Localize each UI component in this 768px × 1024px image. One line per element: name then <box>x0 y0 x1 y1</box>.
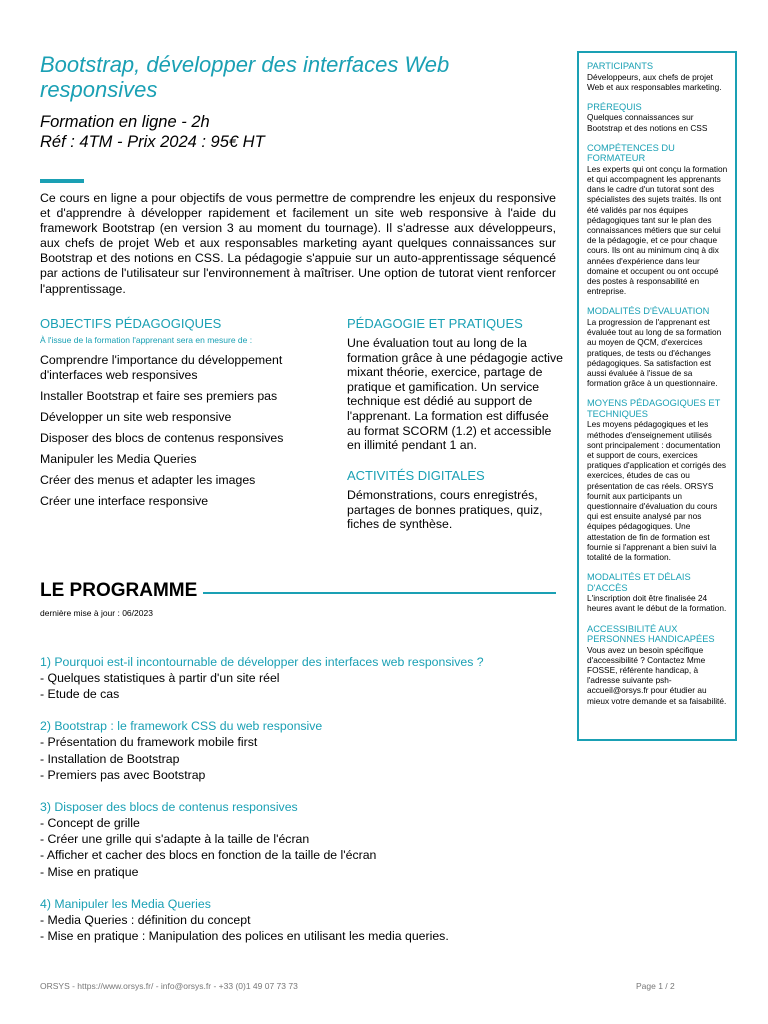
sidebar-text: Vous avez un besoin spécifique d'accessibilité ? Contactez Mme FOSSE, référente handicap, à l'adresse suivante psh-accueil@orsys.fr pour étudier au mieux votre demande et sa faisabilité. <box>587 644 727 706</box>
course-title: Bootstrap, développer des interfaces Web responsives <box>40 52 450 102</box>
module-item: - Concept de grille <box>40 816 140 831</box>
sidebar-heading: PARTICIPANTS <box>587 61 654 71</box>
sidebar-prerequis <box>587 102 729 133</box>
sidebar-text: Les experts qui ont conçu la formation et qui accompagnent les apprenants dans le cadre d'un tutorat sont des spécialistes des sujets traités. Ils ont été validés par nos équipes pédagogiques tant sur le plan des connaissances métiers que sur celui de la pédagogie, et ce pour chaque cours. Ils ont au minimum cinq à dix années d'expérience dans leur domaine et occupent ou ont occupé des postes à responsabilité en entreprise. <box>587 163 728 297</box>
programme-title: LE PROGRAMME <box>40 580 198 601</box>
module-title: 4) Manipuler les Media Queries <box>40 896 211 911</box>
module-item: - Media Queries : définition du concept <box>40 912 251 927</box>
pedagogie-section <box>347 316 565 453</box>
objectif-item: Comprendre l'importance du développement d'interfaces web responsives <box>40 353 283 382</box>
module-3 <box>40 799 560 880</box>
intro-paragraph: Ce cours en ligne a pour objectifs de vous permettre de comprendre les enjeux du responsive et d'apprendre à développer rapidement et facilement un site web responsive à l'aide du framework Bootstrap (en version 3 au moment du tournage). Il s'adresse aux développeurs, aux chefs de projet Web et aux responsables marketing ayant quelques connaissances sur Bootstrap et des notions en CSS. La pédagogie s'appuie sur un auto-apprentissage séquencé par actions de l'utilisateur sur l'environnement à maîtriser. Une option de tutorat vient renforcer l'apprentissage. <box>40 191 556 296</box>
module-item: - Présentation du framework mobile first <box>40 735 258 750</box>
sidebar-heading: ACCESSIBILITÉ AUX PERSONNES HANDICAPÉES <box>587 623 715 645</box>
module-title: 1) Pourquoi est-il incontournable de développer des interfaces web responsives ? <box>40 655 484 669</box>
reference-price: Réf : 4TM - Prix 2024 : 95€ HT <box>40 133 265 151</box>
sidebar-evaluation <box>587 306 729 388</box>
module-2 <box>40 718 560 783</box>
activites-text: Démonstrations, cours enregistrés, partages de bonnes pratiques, quiz, fiches de synthèse. <box>347 488 543 532</box>
format-duration: Formation en ligne - 2h <box>40 113 210 131</box>
module-item: - Afficher et cacher des blocs en fonction de la taille de l'écran <box>40 848 377 863</box>
objectif-item: Créer des menus et adapter les images <box>40 473 256 487</box>
activites-section <box>347 468 565 532</box>
sidebar-competences <box>587 143 729 297</box>
sidebar-heading: MODALITÉS D'ÉVALUATION <box>587 306 710 317</box>
sidebar-text: Développeurs, aux chefs de projet Web et aux responsables marketing. <box>587 71 722 92</box>
accent-bar <box>40 179 84 183</box>
objectifs-section <box>40 316 330 515</box>
module-item: - Installation de Bootstrap <box>40 751 180 766</box>
objectif-item: Disposer des blocs de contenus responsives <box>40 431 284 445</box>
pedagogie-text: Une évaluation tout au long de la formation grâce à une pédagogie active mixant théorie, exercice, partage de pratique et gamification. Un service technique est dédié au support de l'apprenant. La formation est diffusée au format SCORM (1.2) et accessible en illimité pendant 1 an. <box>347 336 564 453</box>
pedagogie-title: PÉDAGOGIE ET PRATIQUES <box>347 316 523 331</box>
sidebar-heading: COMPÉTENCES DU FORMATEUR <box>587 142 675 164</box>
module-item: - Etude de cas <box>40 687 120 702</box>
page-number: Page 1 / 2 <box>636 981 675 991</box>
sidebar-participants <box>587 61 729 92</box>
module-item: - Mise en pratique : Manipulation des polices en utilisant les media queries. <box>40 929 449 944</box>
sidebar-heading: MODALITÉS ET DÉLAIS D'ACCÈS <box>587 572 691 593</box>
sidebar-text: L'inscription doit être finalisée 24 heures avant le début de la formation. <box>587 593 727 614</box>
module-item: - Quelques statistiques à partir d'un site réel <box>40 671 280 685</box>
module-item: - Mise en pratique <box>40 864 139 879</box>
module-title: 3) Disposer des blocs de contenus responsives <box>40 800 298 815</box>
objectif-item: Développer un site web responsive <box>40 410 232 424</box>
info-sidebar <box>577 51 737 741</box>
sidebar-heading: MOYENS PÉDAGOGIQUES ET TECHNIQUES <box>587 398 721 419</box>
sidebar-accessibilite <box>587 624 729 706</box>
objectif-item: Manipuler les Media Queries <box>40 452 197 466</box>
course-subtitle <box>40 112 265 152</box>
sidebar-text: Quelques connaissances sur Bootstrap et des notions en CSS <box>587 112 708 133</box>
sidebar-moyens <box>587 398 729 562</box>
module-item: - Premiers pas avec Bootstrap <box>40 767 206 782</box>
objectifs-title: OBJECTIFS PÉDAGOGIQUES <box>40 316 222 331</box>
programme-divider <box>203 592 556 594</box>
last-update: dernière mise à jour : 06/2023 <box>40 608 153 618</box>
activites-title: ACTIVITÉS DIGITALES <box>347 468 485 483</box>
sidebar-heading: PRÉREQUIS <box>587 101 642 112</box>
objectifs-note: À l'issue de la formation l'apprenant sera en mesure de : <box>40 335 253 345</box>
sidebar-acces <box>587 572 729 613</box>
objectif-item: Installer Bootstrap et faire ses premiers pas <box>40 389 278 403</box>
module-item: - Créer une grille qui s'adapte à la taille de l'écran <box>40 832 310 847</box>
module-4 <box>40 896 560 944</box>
objectifs-list <box>40 353 330 509</box>
programme-header <box>40 580 556 602</box>
module-1 <box>40 654 560 702</box>
footer-contact: ORSYS - https://www.orsys.fr/ - info@orsys.fr - +33 (0)1 49 07 73 73 <box>40 981 298 991</box>
objectif-item: Créer une interface responsive <box>40 494 209 508</box>
sidebar-text: La progression de l'apprenant est évaluée tout au long de sa formation au moyen de QCM, d'exercices pratiques, de tests ou d'échanges pédagogiques. Sa satisfaction est aussi évaluée à l'issue de sa formation grâce à un questionnaire. <box>587 316 722 389</box>
programme-modules <box>40 654 560 960</box>
sidebar-text: Les moyens pédagogiques et les méthodes d'enseignement utilisés sont principalement : documentation et support de cours, exercices pratiques d'application et corrigés des exercices, études de cas ou présentation de cas réels. ORSYS fournit aux participants un questionnaire d'évaluation du cours qui est ensuite analysé par nos équipes pédagogiques. Une attestation de fin de formation est fournie si l'apprenant a bien suivi la totalité de la formation. <box>587 419 727 563</box>
module-title: 2) Bootstrap : le framework CSS du web responsive <box>40 719 323 734</box>
